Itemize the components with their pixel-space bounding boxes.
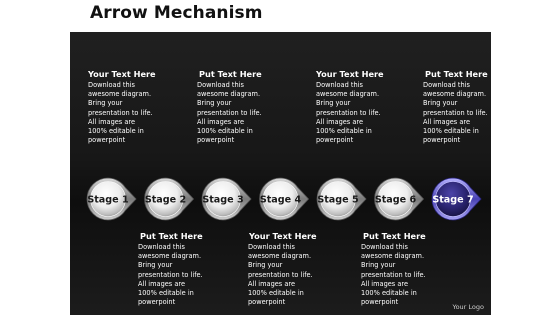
slide-title: Arrow Mechanism: [90, 3, 263, 23]
stage-node-2: [145, 178, 194, 220]
stage-1-label: Stage 1: [87, 194, 129, 206]
bottom-text-block-1-body: Download this awesome diagram. Bring your presentation to life. All images are 100% editable in powerpoint: [138, 243, 203, 307]
top-text-block-3: [316, 69, 408, 145]
stage-3-label: Stage 3: [202, 194, 244, 206]
top-text-block-1-heading: Your Text Here: [88, 69, 156, 79]
top-text-block-1-body: Download this awesome diagram. Bring your presentation to life. All images are 100% editable in powerpoint: [88, 81, 153, 145]
stage-4-label: Stage 4: [259, 194, 302, 206]
stage-node-7: [432, 178, 481, 220]
top-text-block-3-heading: Your Text Here: [316, 69, 384, 79]
bottom-text-block-1: [138, 231, 230, 307]
top-text-block-4-body: Download this awesome diagram. Bring your presentation to life. All images are 100% editable in powerpoint: [423, 81, 488, 145]
stage-2-label: Stage 2: [144, 194, 187, 206]
top-text-block-2: [197, 69, 289, 145]
top-text-block-3-body: Download this awesome diagram. Bring your presentation to life. All images are 100% editable in powerpoint: [316, 81, 381, 145]
stage-node-4: [260, 178, 309, 220]
bottom-text-block-2-body: Download this awesome diagram. Bring your presentation to life. All images are 100% editable in powerpoint: [248, 243, 313, 307]
stage-chain: [70, 172, 491, 227]
stage-node-3: [202, 178, 251, 220]
bottom-text-block-3-body: Download this awesome diagram. Bring your presentation to life. All images are 100% editable in powerpoint: [361, 243, 426, 307]
top-text-block-4-heading: Put Text Here: [425, 69, 488, 79]
bottom-text-block-2-heading: Your Text Here: [249, 231, 317, 241]
stage-node-5: [317, 178, 366, 220]
stage-node-6: [375, 178, 424, 220]
top-text-block-1: [88, 69, 180, 145]
bottom-text-block-2: [248, 231, 340, 307]
stage-node-1: [87, 178, 136, 220]
top-text-block-4: [423, 69, 491, 145]
top-text-block-2-heading: Put Text Here: [199, 69, 262, 79]
stage-6-label: Stage 6: [374, 194, 417, 206]
stage-7-label: Stage 7: [432, 194, 474, 206]
diagram-panel: [70, 32, 491, 315]
bottom-text-block-3-heading: Put Text Here: [363, 231, 426, 241]
top-text-block-2-body: Download this awesome diagram. Bring your presentation to life. All images are 100% editable in powerpoint: [197, 81, 262, 145]
logo-placeholder: Your Logo: [452, 303, 484, 311]
bottom-text-block-3: [361, 231, 453, 307]
bottom-text-block-1-heading: Put Text Here: [140, 231, 203, 241]
stage-5-label: Stage 5: [317, 194, 359, 206]
